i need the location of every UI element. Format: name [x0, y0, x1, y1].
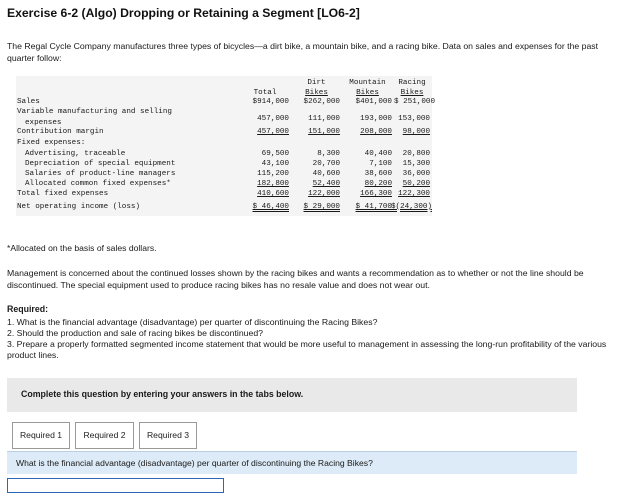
cell-mountain: $401,000 [355, 98, 392, 106]
cell-mountain: 38,600 [364, 170, 392, 178]
cell-dirt: 40,600 [312, 170, 340, 178]
cell-total: 457,000 [257, 115, 289, 123]
table-row [16, 127, 432, 138]
cell-total: $ 46,400 [252, 203, 289, 211]
exercise-title: Exercise 6-2 (Algo) Dropping or Retaining a Segment [LO6-2] [7, 6, 360, 20]
instruction-banner [7, 378, 577, 412]
cell-total: 69,500 [261, 150, 289, 158]
answer-input[interactable] [7, 478, 224, 493]
cell-dirt: 8,300 [317, 150, 340, 158]
footnote: *Allocated on the basis of sales dollars. [7, 243, 157, 253]
required-item-2: 2. Should the production and sale of racing bikes be discontinued? [7, 328, 263, 338]
cell-total: $914,000 [252, 98, 289, 106]
cell-total: 457,000 [257, 128, 289, 136]
cell-mountain: 166,300 [360, 190, 392, 198]
financial-data-table [16, 76, 436, 216]
cell-dirt: $ 29,000 [303, 203, 340, 211]
row-label: Advertising, traceable [25, 150, 126, 158]
table-row [16, 189, 432, 200]
header-total: Total [253, 89, 277, 97]
cell-racing: $(24,300) [390, 203, 432, 211]
row-label: Net operating income (loss) [17, 203, 141, 211]
instruction-text: Complete this question by entering your answers in the tabs below. [21, 389, 304, 399]
table-row [16, 202, 432, 213]
cell-dirt: $262,000 [303, 98, 340, 106]
cell-racing: $ 251,000 [394, 98, 436, 106]
cell-racing: 20,800 [402, 150, 430, 158]
cell-dirt: 52,400 [312, 180, 340, 188]
management-text: Management is concerned about the continued losses shown by the racing bikes and wants a recommendation as to whether or not the line should be discontinued. The special equipment used to produce racing bikes has no resale value and does not wear out. [7, 268, 584, 290]
cell-dirt: 111,000 [308, 115, 340, 123]
cell-dirt: 122,000 [308, 190, 340, 198]
tab-required-1[interactable]: Required 1 [12, 422, 70, 449]
cell-dirt: 151,000 [308, 128, 340, 136]
cell-total: 43,100 [261, 160, 289, 168]
required-item-3: 3. Prepare a properly formatted segmented income statement that would be more useful to management in assessing the long-run profitability of the various product lines. [7, 339, 607, 360]
header-racing-line2: Bikes [400, 89, 424, 97]
cell-mountain: 40,400 [364, 150, 392, 158]
cell-mountain: 193,000 [360, 115, 392, 123]
row-label: Allocated common fixed expenses* [25, 180, 171, 188]
cell-racing: 36,000 [402, 170, 430, 178]
question-text: What is the financial advantage (disadvantage) per quarter of discontinuing the Racing Bikes? [16, 458, 373, 468]
cell-total: 115,200 [257, 170, 289, 178]
required-item-1: 1. What is the financial advantage (disadvantage) per quarter of discontinuing the Racing Bikes? [7, 317, 378, 327]
header-mountain-line2: Bikes [356, 89, 379, 97]
cell-racing: 122,300 [398, 190, 430, 198]
required-list [7, 317, 623, 361]
cell-racing: 50,200 [402, 180, 430, 188]
row-label: Salaries of product-line managers [25, 170, 176, 178]
cell-mountain: 7,100 [369, 160, 392, 168]
tab-required-2[interactable]: Required 2 [75, 422, 134, 449]
cell-mountain: $ 41,700 [355, 203, 392, 211]
row-label: Fixed expenses: [17, 139, 86, 147]
question-bar [7, 451, 577, 474]
row-label: Contribution margin [17, 128, 104, 136]
tab-required-3[interactable]: Required 3 [139, 422, 197, 449]
row-label: Total fixed expenses [17, 190, 109, 198]
row-label: Depreciation of special equipment [25, 160, 176, 168]
cell-racing: 98,000 [402, 128, 430, 136]
cell-racing: 153,000 [398, 115, 430, 123]
header-racing-line1: Racing [398, 79, 426, 87]
cell-total: 182,800 [257, 180, 289, 188]
header-dirt-line2: Bikes [305, 89, 328, 97]
cell-total: 410,600 [257, 190, 289, 198]
required-heading: Required: [7, 304, 49, 314]
row-label-cont: expenses [25, 119, 62, 127]
row-label: Variable manufacturing and selling [17, 108, 172, 116]
header-dirt-line1: Dirt [307, 79, 326, 87]
cell-mountain: 208,000 [360, 128, 392, 136]
cell-racing: 15,300 [402, 160, 430, 168]
cell-dirt: 20,700 [312, 160, 340, 168]
intro-text: The Regal Cycle Company manufactures three types of bicycles—a dirt bike, a mountain bike, and a racing bike. Data on sales and expenses for the past quarter follow: [7, 41, 599, 63]
table-row [16, 138, 432, 149]
header-mountain-line1: Mountain [349, 79, 386, 87]
cell-mountain: 80,200 [364, 180, 392, 188]
row-label: Sales [17, 98, 40, 106]
